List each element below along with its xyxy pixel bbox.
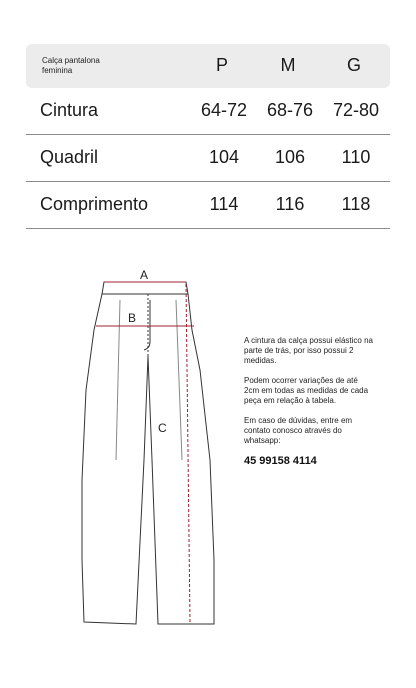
info-contact: Em caso de dúvidas, entre em contato conosco através do whatsapp: — [244, 416, 353, 445]
size-m-header: M — [280, 55, 296, 75]
cell: 116 — [275, 194, 305, 214]
pleat-right — [176, 300, 182, 460]
cell: 110 — [341, 147, 371, 167]
table-row — [26, 88, 390, 135]
row-label-comprimento: Comprimento — [40, 194, 149, 214]
pleat-left — [116, 300, 120, 460]
cell: 106 — [274, 147, 306, 167]
size-table — [26, 44, 390, 229]
measure-c-line — [186, 284, 190, 622]
row-label-quadril: Quadril — [40, 147, 99, 167]
cell: 68-76 — [266, 100, 314, 120]
cell: 118 — [341, 194, 371, 214]
cell: 64-72 — [200, 100, 248, 120]
info-variation: Podem ocorrer variações de até 2cm em todas as medidas de cada peça em relação à tabela. — [244, 376, 369, 405]
fly-curve — [144, 300, 150, 350]
size-table-header — [26, 44, 390, 88]
info-elastic: A cintura da calça possui elástico na parte de trás, por isso possui 2 medidas. — [244, 336, 373, 365]
table-row — [26, 135, 390, 182]
size-p-header: P — [215, 55, 228, 75]
marker-a: A — [140, 268, 149, 282]
waistband-outline — [102, 282, 188, 294]
marker-b: B — [128, 311, 137, 325]
table-row — [26, 182, 390, 229]
info-panel — [244, 336, 374, 466]
row-label-cintura: Cintura — [40, 100, 99, 120]
pants-diagram — [70, 260, 230, 640]
product-label: Calça pantalona feminina — [42, 56, 100, 75]
cell: 104 — [208, 147, 240, 167]
whatsapp-number[interactable]: 45 99158 4114 — [244, 455, 317, 467]
cell: 114 — [209, 194, 239, 214]
marker-c: C — [158, 421, 167, 435]
cell: 72-80 — [332, 100, 380, 120]
size-g-header: G — [346, 55, 361, 75]
